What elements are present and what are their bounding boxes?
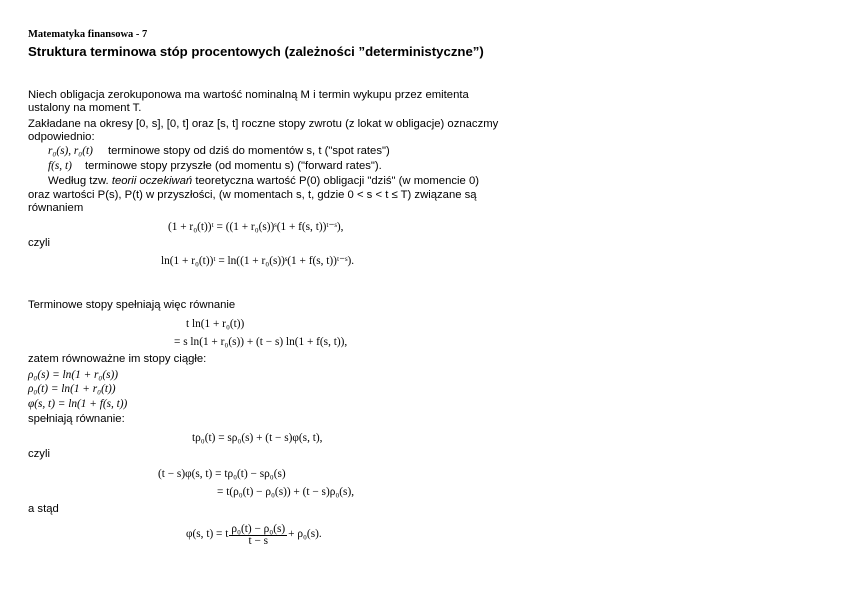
czyli-label-1: czyli: [28, 237, 50, 249]
rho-s-definition: ρ₀(s) = ln(1 + r₀(s)): [28, 369, 119, 381]
document-subtitle: Matematyka finansowa - 7: [28, 29, 148, 40]
intro-line-2: ustalony na moment T.: [28, 102, 142, 114]
equation-6: [186, 524, 322, 547]
expectations-theory-line-2: oraz wartości P(s), P(t) w przyszłości, (w momentach s, t, gdzie 0 < s < t ≤ T) związane są: [28, 189, 477, 201]
definition-spot-text: terminowe stopy od dziś do momentów s, t ("spot rates"): [108, 145, 390, 157]
definition-spot-symbol: r₀(s), r₀(t): [48, 145, 93, 157]
equation-5-line-1: (t − s)φ(s, t) = tρ₀(t) − sρ₀(s): [158, 468, 286, 480]
expectations-theory-line-1: Według tzw. teorii oczekiwań teoretyczna wartość P(0) obligacji "dziś" (w momencie 0): [48, 175, 479, 187]
czyli-label-2: czyli: [28, 448, 50, 460]
definition-forward-text: terminowe stopy przyszłe (od momentu s) ("forward rates").: [85, 160, 382, 172]
expectations-theory-line-3: równaniem: [28, 202, 84, 214]
equation-3-line-1: t ln(1 + r₀(t)): [186, 318, 245, 330]
document-title: Struktura terminowa stóp procentowych (zależności ”deterministyczne”): [28, 44, 484, 59]
equation-6-fraction: [229, 524, 287, 547]
intro-line-1: Niech obligacja zerokuponowa ma wartość nominalną M i termin wykupu przez emitenta: [28, 89, 469, 101]
hence-label: a stąd: [28, 503, 59, 515]
equation-6-numerator: ρ₀(t) − ρ₀(s): [231, 523, 286, 535]
equation-4: tρ₀(t) = sρ₀(s) + (t − s)φ(s, t),: [192, 432, 323, 444]
continuous-rates-intro: zatem równoważne im stopy ciągłe:: [28, 353, 207, 365]
equation-6-denominator: t − s: [248, 535, 269, 547]
phi-definition: φ(s, t) = ln(1 + f(s, t)): [28, 398, 128, 410]
definition-forward-symbol: f(s, t): [48, 160, 72, 172]
rho-t-definition: ρ₀(t) = ln(1 + r₀(t)): [28, 383, 116, 395]
intro-line-3: Zakładane na okresy [0, s], [0, t] oraz [s, t] roczne stopy zwrotu (z lokat w obligacje) oznaczmy: [28, 118, 499, 130]
equation-6-lhs: φ(s, t) = t: [186, 528, 229, 540]
equation-2: ln(1 + r₀(t))ᵗ = ln((1 + r₀(s))ˢ(1 + f(s, t))ᵗ⁻ˢ).: [161, 255, 355, 267]
equation-3-line-2: = s ln(1 + r₀(s)) + (t − s) ln(1 + f(s, t)),: [174, 336, 348, 348]
equation-6-rhs: + ρ₀(s).: [288, 528, 322, 540]
satisfy-equation-label: spełniają równanie:: [28, 413, 125, 425]
equation-1: (1 + r₀(t))ᵗ = ((1 + r₀(s))ˢ(1 + f(s, t))ᵗ⁻ˢ),: [168, 221, 344, 233]
forward-rates-intro: Terminowe stopy spełniają więc równanie: [28, 299, 236, 311]
intro-line-4: odpowiednio:: [28, 131, 95, 143]
equation-5-line-2: = t(ρ₀(t) − ρ₀(s)) + (t − s)ρ₀(s),: [217, 486, 355, 498]
